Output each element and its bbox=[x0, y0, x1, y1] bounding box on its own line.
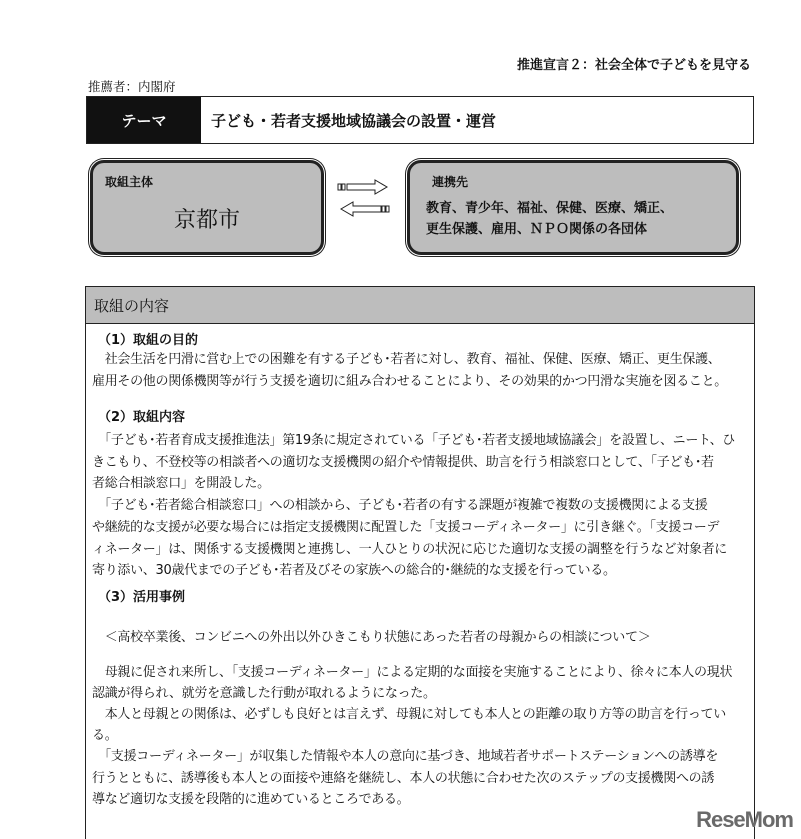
partner-list bbox=[426, 198, 673, 240]
theme-title: 子ども・若者支援地域協議会の設置・運営 bbox=[211, 111, 497, 130]
partner-box bbox=[407, 160, 739, 255]
bidirectional-arrows-icon bbox=[335, 178, 395, 218]
text-line: 「子ども･若者総合相談窓口」への相談から、子ども･若者の有する課題が複雑で複数の支援機関による支援 bbox=[92, 498, 708, 513]
theme-label: テーマ bbox=[87, 97, 201, 143]
text-line: 認識が得られ、就労を意識した行動が取れるようになった。 bbox=[92, 686, 436, 701]
section-heading: （2）取組内容 bbox=[98, 410, 186, 425]
text-line: 「子ども･若者育成支援推進法」第19条に規定されている「子ども･若者支援地域協議会」を設置し、ニート、ひ bbox=[92, 433, 735, 448]
partner-label: 連携先 bbox=[432, 175, 469, 189]
content-panel bbox=[85, 286, 755, 839]
text-line: 寄り添い、30歳代までの子ども･若者及びその家族への総合的･継続的な支援を行っている。 bbox=[92, 563, 616, 578]
actor-name: 京都市 bbox=[173, 208, 240, 233]
theme-box bbox=[86, 96, 754, 144]
text-line: 者総合相談窓口」を開設した。 bbox=[92, 476, 270, 491]
section-heading: （1）取組の目的 bbox=[98, 333, 199, 348]
actor-box bbox=[90, 160, 324, 255]
text-line: 行うとともに、誘導後も本人との面接や連絡を継続し、本人の状態に合わせた次のステップの支援機関への誘 bbox=[92, 771, 715, 786]
text-line: 「支援コーディネーター」が収集した情報や本人の意向に基づき、地域若者サポートステーションへの誘導を bbox=[92, 749, 719, 764]
partner-line: 更生保護、雇用、ＮＰＯ関係の各団体 bbox=[426, 222, 648, 237]
content-header: 取組の内容 bbox=[86, 287, 754, 324]
text-line: 雇用その他の関係機関等が行う支援を適切に組み合わせることにより、その効果的かつ円滑な実施を図ること。 bbox=[92, 374, 728, 389]
text-line: や継続的な支援が必要な場合には指定支援機関に配置した「支援コーディネーター」に引き継ぐ。「支援コーデ bbox=[92, 520, 720, 535]
text-line: きこもり、不登校等の相談者への適切な支援機関の紹介や情報提供、助言を行う相談窓口として、「子ども･若 bbox=[92, 455, 714, 470]
case-title: ＜高校卒業後、コンビニへの外出以外ひきこもり状態にあった若者の母親からの相談について＞ bbox=[92, 630, 651, 645]
text-line: 社会生活を円滑に営む上での困難を有する子ども･若者に対し、教育、福祉、保健、医療、矯正、更生保護、 bbox=[92, 352, 721, 367]
text-line: 母親に促され来所し、「支援コーディネーター」による定期的な面接を実施することにより、徐々に本人の現状 bbox=[92, 665, 733, 680]
actor-label: 取組主体 bbox=[105, 175, 154, 189]
recommender-label: 推薦者：内閣府 bbox=[88, 79, 176, 94]
text-line: ィネーター」は、関係する支援機関と連携し、一人ひとりの状況に応じた適切な支援の調整を行うなど対象者に bbox=[92, 542, 728, 557]
text-line: 導など適切な支援を段階的に進めているところである。 bbox=[92, 792, 410, 807]
text-line: 本人と母親との関係は、必ずしも良好とは言えず、母親に対しても本人との距離の取り方等の助言を行ってい bbox=[92, 707, 726, 722]
declaration-heading: 推進宣言２：社会全体で子どもを見守る bbox=[516, 58, 751, 73]
section-heading: （3）活用事例 bbox=[98, 590, 186, 605]
resemom-watermark-logo: ReseMom bbox=[696, 807, 793, 832]
text-line: る。 bbox=[92, 728, 118, 743]
partner-line: 教育、青少年、福祉、保健、医療、矯正、 bbox=[426, 201, 674, 216]
